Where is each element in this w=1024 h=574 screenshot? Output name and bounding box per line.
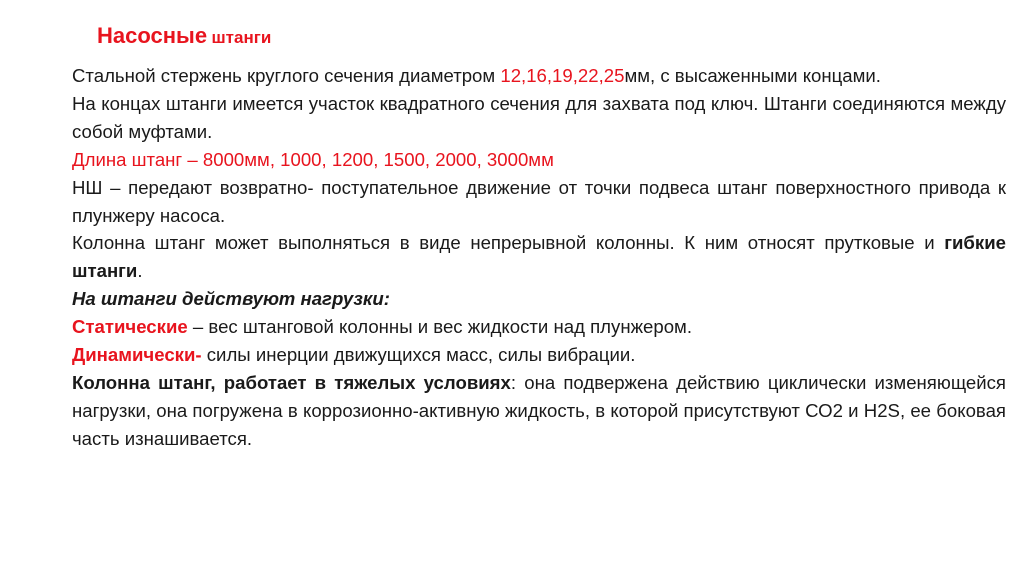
title-part-1: Насосные [97, 23, 208, 48]
working-conditions-text: : она подвержена действию циклически изменяющейся нагрузки, она погружена в коррозионно-активную жидкость, в которой присутствуют СО2 и Н2S, ее боковая часть изнашивается. [72, 371, 1006, 449]
slide-title [97, 22, 271, 53]
rod-description-text: Стальной стержень круглого сечения диаметром [72, 65, 501, 86]
static-loads-term: Статические [72, 316, 188, 338]
slide-body [72, 62, 1006, 453]
rod-column-text: Колонна штанг может выполняться в виде непрерывной колонны. К ним относят прутковые и [72, 232, 945, 254]
static-loads-text: – вес штанговой колонны и вес жидкости над плунжером. [187, 316, 692, 338]
paragraph-rod-description [72, 62, 1006, 90]
flexible-rods-term: гибкие штанги [72, 232, 1006, 282]
dynamic-loads-term: Динамически- [72, 344, 202, 366]
paragraph-rod-column [72, 229, 1006, 285]
working-conditions-term: Колонна штанг, работает в тяжелых условиях [72, 371, 511, 393]
paragraph-static-loads [72, 313, 1006, 341]
rod-column-end: . [137, 260, 143, 282]
paragraph-rod-ends: На концах штанги имеется участок квадратного сечения для захвата под ключ. Штанги соединяются между собой муфтами. [72, 92, 1006, 142]
paragraph-working-conditions [72, 369, 1006, 453]
paragraph-dynamic-loads [72, 341, 1006, 369]
title-part-2: штанги [211, 28, 272, 47]
dynamic-loads-text: силы инерции движущихся масс, силы вибрации. [201, 344, 636, 366]
paragraph-rod-function: НШ – передают возвратно- поступательное движение от точки подвеса штанг поверхностного привода к плунжеру насоса. [72, 176, 1006, 226]
loads-heading: На штанги действуют нагрузки: [72, 288, 390, 310]
rod-diameters: 12,16,19,22,25 [500, 65, 625, 86]
paragraph-rod-lengths: Длина штанг – 8000мм, 1000, 1200, 1500, 2000, 3000мм [72, 148, 554, 170]
rod-description-end: мм, с высаженными концами. [624, 65, 881, 86]
